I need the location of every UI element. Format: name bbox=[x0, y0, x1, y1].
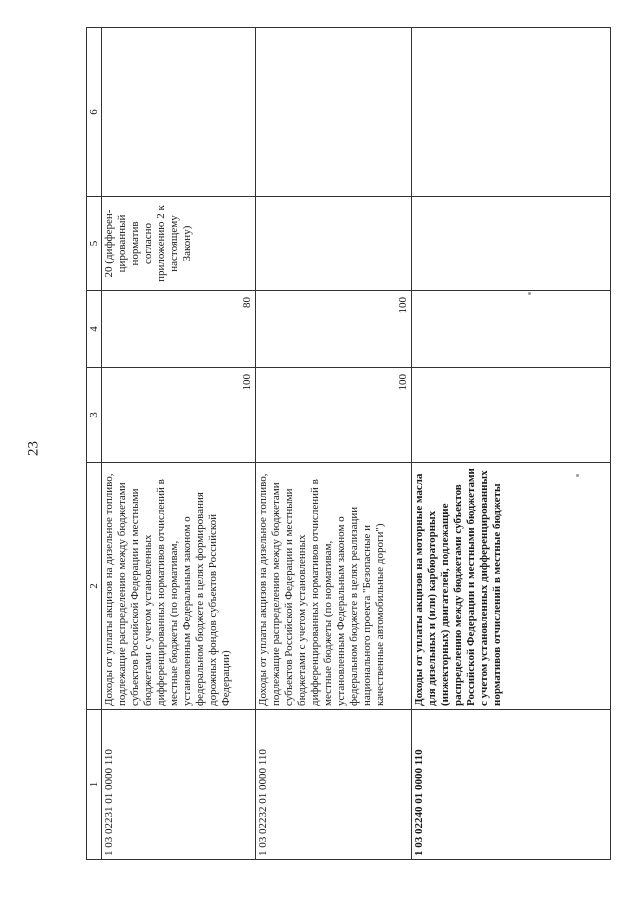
rotated-table-container bbox=[86, 28, 611, 860]
header-cell: 4 bbox=[87, 291, 102, 368]
col4-cell: 100 bbox=[256, 291, 412, 368]
table-header-row bbox=[87, 28, 102, 860]
col5-cell: 20 (дифферен- цированный норматив согласно приложению 2 к настоящему Закону) bbox=[102, 197, 256, 291]
col5-cell bbox=[256, 197, 412, 291]
description-cell: Доходы от уплаты акцизов на моторные масла для дизельных и (или) карбюраторных (инжекторных) двигателей, подлежащие распределению между бюджетами субъектов Российской Федерации и местными бюджетами с учетом установленных дифференцированных нормативов отчислений в местные бюджеты bbox=[412, 463, 611, 710]
header-cell: 2 bbox=[87, 463, 102, 710]
col3-cell bbox=[412, 368, 611, 463]
code-cell: 1 03 02232 01 0000 110 bbox=[256, 710, 412, 860]
header-cell: 3 bbox=[87, 368, 102, 463]
description-cell: Доходы от уплаты акцизов на дизельное топливо, подлежащие распределению между бюджетами субъектов Российской Федерации и местными бюджетами с учетом установленных дифференцированных нормативов отчислений в местные бюджеты (по нормативам, установленным Федеральным законом о федеральном бюджете в целях формирования дорожных фондов субъектов Российской Федерации) bbox=[102, 463, 256, 710]
header-cell: 1 bbox=[87, 710, 102, 860]
code-cell: 1 03 02240 01 0000 110 bbox=[412, 710, 611, 860]
col6-cell bbox=[102, 28, 256, 197]
header-cell: 6 bbox=[87, 28, 102, 197]
code-cell: 1 03 02231 01 0000 110 bbox=[102, 710, 256, 860]
table-row bbox=[102, 28, 256, 860]
col6-cell bbox=[412, 28, 611, 197]
col3-cell: 100 bbox=[256, 368, 412, 463]
header-cell: 5 bbox=[87, 197, 102, 291]
col6-cell bbox=[256, 28, 412, 197]
col3-cell: 100 bbox=[102, 368, 256, 463]
scan-speck bbox=[528, 292, 531, 295]
description-cell: Доходы от уплаты акцизов на дизельное топливо, подлежащие распределению между бюджетами субъектов Российской Федерации и местными бюджетами с учетом установленных дифференцированных нормативов отчислений в местные бюджеты (по нормативам, установленным Федеральным законом о федеральном бюджете в целях реализации национального проекта "Безопасные и качественные автомобильные дороги") bbox=[256, 463, 412, 710]
col4-cell: 80 bbox=[102, 291, 256, 368]
table-row bbox=[412, 28, 611, 860]
col5-cell bbox=[412, 197, 611, 291]
page-number: 23 bbox=[25, 441, 42, 456]
revenue-table bbox=[86, 27, 611, 860]
table-row bbox=[256, 28, 412, 860]
scan-speck bbox=[576, 474, 579, 477]
col4-cell bbox=[412, 291, 611, 368]
